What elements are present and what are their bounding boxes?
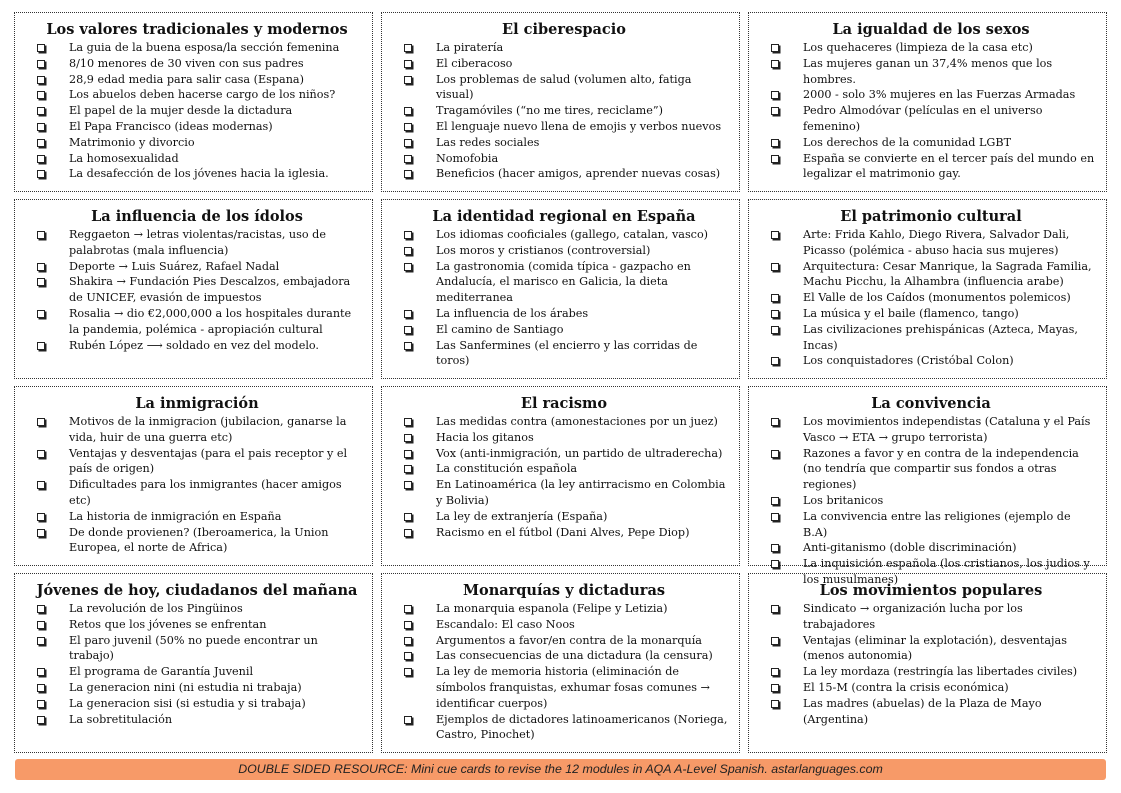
list-item: La piratería [398,40,730,56]
card-list [398,227,730,369]
list-item: La ley de memoria historia (eliminación de símbolos franquistas, exhumar fosas comunes → identificar cuerpos) [398,664,730,711]
list-item: La sobretitulación [31,712,363,728]
list-item: La inquisición española (los cristianos, los judios y los musulmanes) [765,556,1097,588]
list-item: El paro juvenil (50% no puede encontrar un trabajo) [31,633,363,665]
list-item: Rubén López ⟶ soldado en vez del modelo. [31,338,363,354]
list-item: Las medidas contra (amonestaciones por un juez) [398,414,730,430]
list-item: Motivos de la inmigracion (jubilacion, ganarse la vida, huir de una guerra etc) [31,414,363,446]
list-item: Los problemas de salud (volumen alto, fatiga visual) [398,72,730,104]
card-list [765,601,1097,727]
list-item: Racismo en el fútbol (Dani Alves, Pepe Diop) [398,525,730,541]
list-item: Las mujeres ganan un 37,4% menos que los hombres. [765,56,1097,88]
cue-card [381,386,740,566]
list-item: 8/10 menores de 30 viven con sus padres [31,56,363,72]
list-item: Ventajas y desventajas (para el pais receptor y el país de origen) [31,446,363,478]
cue-card [14,12,373,192]
cue-card [748,573,1107,753]
cue-card-grid [14,12,1107,748]
card-list [31,40,363,182]
card-list [31,414,363,556]
cue-card [748,12,1107,192]
cue-card [748,386,1107,586]
list-item: La música y el baile (flamenco, tango) [765,306,1097,322]
list-item: Los quehaceres (limpieza de la casa etc) [765,40,1097,56]
card-title: El ciberespacio [502,21,626,38]
list-item: Tragamóviles (“no me tires, reciclame”) [398,103,730,119]
list-item: 2000 - solo 3% mujeres en las Fuerzas Armadas [765,87,1097,103]
list-item: La influencia de los árabes [398,306,730,322]
cue-card [14,386,373,566]
list-item: Sindicato → organización lucha por los trabajadores [765,601,1097,633]
card-title: Monarquías y dictaduras [462,582,666,599]
cue-card [14,573,373,753]
list-item: El camino de Santiago [398,322,730,338]
list-item: Arquitectura: Cesar Manrique, la Sagrada Familia, Machu Picchu, la Alhambra (influencia arabe) [765,259,1097,291]
list-item: La desafección de los jóvenes hacia la iglesia. [31,166,363,182]
list-item: Ventajas (eliminar la explotación), desventajas (menos autonomia) [765,633,1097,665]
list-item: La convivencia entre las religiones (ejemplo de B.A) [765,509,1097,541]
list-item: Dificultades para los inmigrantes (hacer amigos etc) [31,477,363,509]
list-item: La homosexualidad [31,151,363,167]
list-item: Hacia los gitanos [398,430,730,446]
cue-card [748,199,1107,379]
list-item: Razones a favor y en contra de la independencia (no tendría que compartir sus fondos a otras regiones) [765,446,1097,493]
list-item: Las Sanfermines (el encierro y las corridas de toros) [398,338,730,370]
card-list [765,40,1097,182]
list-item: Shakira → Fundación Pies Descalzos, embajadora de UNICEF, evasión de impuestos [31,274,363,306]
list-item: La revolución de los Pingüinos [31,601,363,617]
list-item: Las redes sociales [398,135,730,151]
card-list [765,227,1097,369]
list-item: Rosalia → dio €2,000,000 a los hospitales durante la pandemia, polémica - apropiación cultural [31,306,363,338]
list-item: La ley mordaza (restringía las libertades civiles) [765,664,1097,680]
card-title: La convivencia [871,395,991,412]
list-item: España se convierte en el tercer país del mundo en legalizar el matrimonio gay. [765,151,1097,183]
card-title: El racismo [520,395,608,412]
list-item: Los abuelos deben hacerse cargo de los niños? [31,87,363,103]
list-item: Pedro Almodóvar (películas en el universo femenino) [765,103,1097,135]
card-title: La igualdad de los sexos [832,21,1030,38]
list-item: Las civilizaciones prehispánicas (Azteca, Mayas, Incas) [765,322,1097,354]
card-title: Los movimientos populares [819,582,1043,599]
card-title: La inmigración [135,395,259,412]
list-item: Matrimonio y divorcio [31,135,363,151]
list-item: La constitución española [398,461,730,477]
cue-card [381,199,740,379]
list-item: Anti-gitanismo (doble discriminación) [765,540,1097,556]
list-item: Retos que los jóvenes se enfrentan [31,617,363,633]
list-item: Escandalo: El caso Noos [398,617,730,633]
card-title: Jóvenes de hoy, ciudadanos del mañana [36,582,358,599]
card-title: Los valores tradicionales y modernos [46,21,348,38]
card-title: El patrimonio cultural [840,208,1022,225]
card-list [398,414,730,540]
card-list [765,414,1097,588]
list-item: Beneficios (hacer amigos, aprender nuevas cosas) [398,166,730,182]
list-item: Deporte → Luis Suárez, Rafael Nadal [31,259,363,275]
list-item: El papel de la mujer desde la dictadura [31,103,363,119]
list-item: Los britanicos [765,493,1097,509]
list-item: La monarquia espanola (Felipe y Letizia) [398,601,730,617]
list-item: El ciberacoso [398,56,730,72]
list-item: Las madres (abuelas) de la Plaza de Mayo (Argentina) [765,696,1097,728]
cue-card [381,12,740,192]
list-item: 28,9 edad media para salir casa (Espana) [31,72,363,88]
card-title: La influencia de los ídolos [91,208,303,225]
cue-card [14,199,373,379]
list-item: De donde provienen? (Iberoamerica, la Union Europea, el norte de Africa) [31,525,363,557]
card-list [398,40,730,182]
list-item: Los derechos de la comunidad LGBT [765,135,1097,151]
cue-card [381,573,740,753]
list-item: Arte: Frida Kahlo, Diego Rivera, Salvador Dali, Picasso (polémica - abuso hacia sus mujeres) [765,227,1097,259]
card-list [31,601,363,727]
list-item: Ejemplos de dictadores latinoamericanos (Noriega, Castro, Pinochet) [398,712,730,744]
card-list [31,227,363,353]
list-item: Nomofobia [398,151,730,167]
list-item: La guia de la buena esposa/la sección femenina [31,40,363,56]
list-item: Vox (anti-inmigración, un partido de ultraderecha) [398,446,730,462]
list-item: El Valle de los Caídos (monumentos polemicos) [765,290,1097,306]
list-item: El Papa Francisco (ideas modernas) [31,119,363,135]
list-item: En Latinoamérica (la ley antirracismo en Colombia y Bolivia) [398,477,730,509]
list-item: Los movimientos independistas (Cataluna y el País Vasco → ETA → grupo terrorista) [765,414,1097,446]
card-title: La identidad regional en España [432,208,696,225]
footer-banner: DOUBLE SIDED RESOURCE: Mini cue cards to revise the 12 modules in AQA A-Level Spanish. astarlanguages.com [15,759,1106,780]
list-item: Los moros y cristianos (controversial) [398,243,730,259]
list-item: El 15-M (contra la crisis económica) [765,680,1097,696]
list-item: La generacion sisi (si estudia y si trabaja) [31,696,363,712]
list-item: Los idiomas cooficiales (gallego, catalan, vasco) [398,227,730,243]
list-item: La ley de extranjería (España) [398,509,730,525]
list-item: El lenguaje nuevo llena de emojis y verbos nuevos [398,119,730,135]
list-item: Los conquistadores (Cristóbal Colon) [765,353,1097,369]
list-item: Las consecuencias de una dictadura (la censura) [398,648,730,664]
card-list [398,601,730,743]
list-item: Argumentos a favor/en contra de la monarquía [398,633,730,649]
list-item: La historia de inmigración en España [31,509,363,525]
list-item: La generacion nini (ni estudia ni trabaja) [31,680,363,696]
list-item: El programa de Garantía Juvenil [31,664,363,680]
list-item: La gastronomia (comida típica - gazpacho en Andalucía, el marisco en Galicia, la dieta mediterranea [398,259,730,306]
list-item: Reggaeton → letras violentas/racistas, uso de palabrotas (mala influencia) [31,227,363,259]
